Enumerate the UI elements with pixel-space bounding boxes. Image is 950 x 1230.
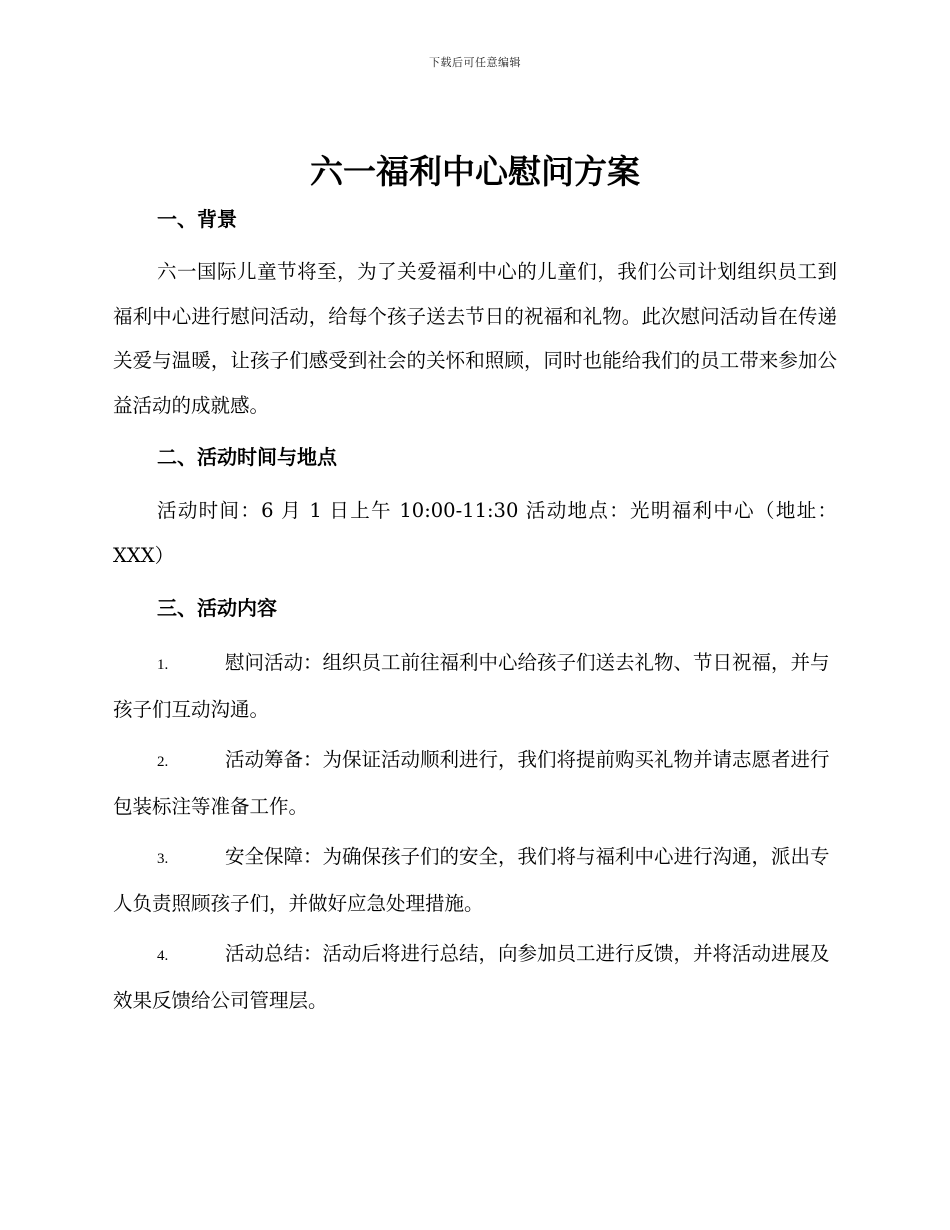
section-heading-time-place: 二、活动时间与地点 (157, 445, 337, 469)
header-note: 下载后可任意编辑 (429, 56, 521, 69)
background-paragraph: 六一国际儿童节将至，为了关爱福利中心的儿童们，我们公司计划组织员工到福利中心进行慰问活动，给每个孩子送去节日的祝福和礼物。此次慰问活动旨在传递关爱与温暖，让孩子们感受到社会的关怀和照顾，同时也能给我们的员工带来参加公益活动的成就感。 (113, 260, 837, 417)
list-item-number: 1. (157, 657, 169, 673)
section-heading-background: 一、背景 (157, 207, 237, 231)
list-item (113, 932, 837, 1023)
list-item-text: 慰问活动：组织员工前往福利中心给孩子们送去礼物、节日祝福，并与孩子们互动沟通。 (113, 651, 830, 721)
list-item-text: 活动筹备：为保证活动顺利进行，我们将提前购买礼物并请志愿者进行包装标注等准备工作。 (113, 748, 830, 818)
list-item (113, 641, 837, 732)
document-title: 六一福利中心慰问方案 (310, 152, 640, 191)
list-item-text: 活动总结：活动后将进行总结，向参加员工进行反馈，并将活动进展及效果反馈给公司管理层。 (113, 942, 830, 1012)
list-item-number: 4. (157, 948, 169, 964)
list-item (113, 835, 837, 926)
list-item-number: 3. (157, 851, 169, 867)
time-place-paragraph: 活动时间：6 月 1 日上午 10:00-11:30 活动地点：光明福利中心（地址：XXX） (113, 499, 837, 567)
list-item (113, 738, 837, 829)
list-item-text: 安全保障：为确保孩子们的安全，我们将与福利中心进行沟通，派出专人负责照顾孩子们，并做好应急处理措施。 (113, 845, 830, 915)
section-heading-content: 三、活动内容 (157, 596, 277, 620)
list-item-number: 2. (157, 754, 169, 770)
